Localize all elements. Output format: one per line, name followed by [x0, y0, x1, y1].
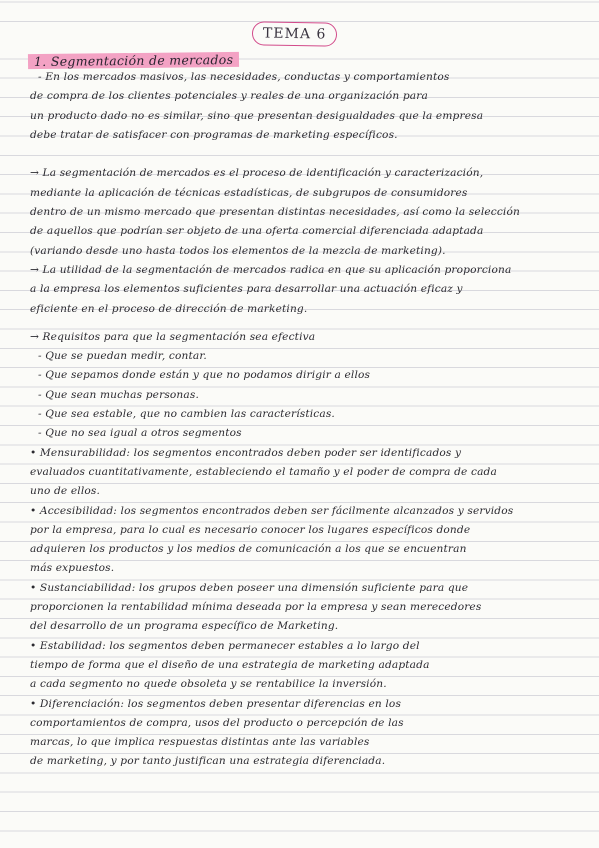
- note-line: (variando desde uno hasta todos los elementos de la mezcla de marketing).: [30, 244, 446, 257]
- note-line: marcas, lo que implica respuestas distintas ante las variables: [30, 736, 370, 749]
- note-line: - Que sean muchas personas.: [38, 388, 199, 401]
- note-line: del desarrollo de un programa específico de Marketing.: [30, 620, 339, 633]
- note-line: de marketing, y por tanto justifican una estrategia diferenciada.: [30, 755, 386, 768]
- section-heading-highlight: [28, 50, 239, 69]
- note-line: - Que se puedan medir, contar.: [38, 350, 207, 363]
- note-line: por la empresa, para lo cual es necesario conocer los lugares específicos donde: [30, 523, 471, 536]
- note-line: a cada segmento no quede obsoleta y se rentabilice la inversión.: [30, 678, 387, 691]
- note-line: más expuestos.: [30, 562, 115, 575]
- note-line: • Estabilidad: los segmentos deben permanecer estables a lo largo del: [30, 639, 420, 652]
- note-line: de aquellos que podrían ser objeto de una oferta comercial diferenciada adaptada: [30, 225, 484, 238]
- note-line: → Requisitos para que la segmentación sea efectiva: [30, 330, 316, 343]
- note-line: - Que sea estable, que no cambien las características.: [38, 408, 335, 421]
- note-line: debe tratar de satisfacer con programas de marketing específicos.: [30, 128, 398, 141]
- note-line: - Que no sea igual a otros segmentos: [38, 427, 242, 440]
- handwritten-notes: [30, 68, 575, 772]
- note-line: - Que sepamos donde están y que no podamos dirigir a ellos: [38, 369, 371, 382]
- note-line: → La segmentación de mercados es el proceso de identificación y caracterización,: [30, 167, 484, 180]
- note-line: → La utilidad de la segmentación de mercados radica en que su aplicación proporciona: [30, 263, 512, 276]
- note-line: uno de ellos.: [30, 485, 100, 498]
- note-line: • Sustanciabilidad: los grupos deben poseer una dimensión suficiente para que: [30, 581, 469, 594]
- note-line: comportamientos de compra, usos del producto o percepción de las: [30, 716, 404, 729]
- note-line: de compra de los clientes potenciales y reales de una organización para: [30, 90, 428, 103]
- note-line: tiempo de forma que el diseño de una estrategia de marketing adaptada: [30, 658, 430, 671]
- section-heading: 1. Segmentación de mercados: [28, 52, 239, 69]
- note-line: adquieren los productos y los medios de comunicación a los que se encuentran: [30, 543, 467, 556]
- note-line: un producto dado no es similar, sino que presentan desigualdades que la empresa: [30, 109, 484, 122]
- note-line: • Diferenciación: los segmentos deben presentar diferencias en los: [30, 697, 402, 710]
- page-title: TEMA 6: [252, 21, 338, 46]
- note-line: a la empresa los elementos suficientes para desarrollar una actuación eficaz y: [30, 283, 463, 296]
- note-line: eficiente en el proceso de dirección de marketing.: [30, 302, 308, 315]
- title-oval: [252, 22, 337, 46]
- note-line: proporcionen la rentabilidad mínima deseada por la empresa y sean merecedores: [30, 601, 482, 614]
- note-line: • Mensurabilidad: los segmentos encontrados deben poder ser identificados y: [30, 446, 462, 459]
- note-line: - En los mercados masivos, las necesidades, conductas y comportamientos: [38, 71, 450, 83]
- note-line: evaluados cuantitativamente, estableciendo el tamaño y el poder de compra de cada: [30, 465, 497, 478]
- note-line: • Accesibilidad: los segmentos encontrados deben ser fácilmente alcanzados y servidos: [30, 504, 514, 517]
- note-line: mediante la aplicación de técnicas estadísticas, de subgrupos de consumidores: [30, 186, 468, 199]
- note-line: dentro de un mismo mercado que presentan distintas necesidades, así como la selección: [30, 206, 520, 219]
